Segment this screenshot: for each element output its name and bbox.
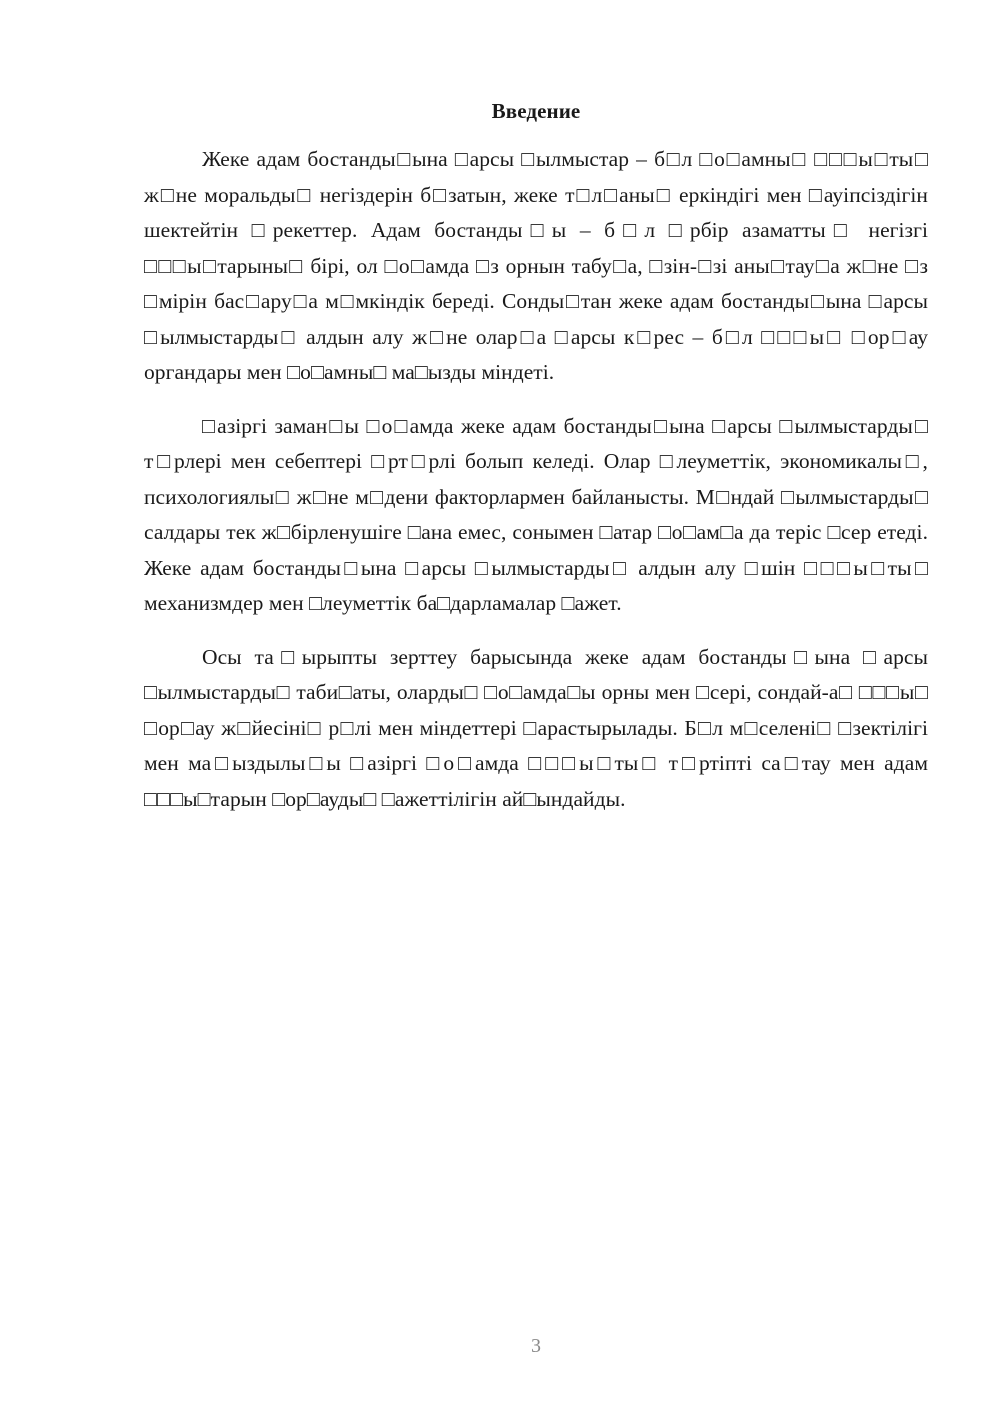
page-number: 3 bbox=[531, 1335, 541, 1357]
paragraph-3: Осы та□ырыпты зерттеу барысында жеке адам бостанды□ына □арсы □ылмыстарды□ таби□аты, оларды□ □о□амда□ы орны мен □сері, сондай-а□ □□□ы□ □ор□ау ж□йесіні□ р□лі мен міндеттері □арастырылады. Б□л м□селені□ □зектілігі мен ма□ыздылы□ы □азіргі □о□амда □□□ы□ты□ т□ртіпті са□тау мен адам □□□ы□тарын □ор□ауды□ □ажеттілігін ай□ындайды. bbox=[144, 644, 928, 811]
page-title: Введение bbox=[491, 99, 581, 123]
document-body bbox=[144, 142, 928, 835]
paragraph-1: Жеке адам бостанды□ына □арсы □ылмыстар – б□л □о□амны□ □□□ы□ты□ ж□не моральды□ негіздерін б□затын, жеке т□л□аны□ еркіндігі мен □ауіпсіздігін шектейтін □рекеттер. Адам бостанды□ы – б□л □рбір азаматты□ негізгі □□□ы□тарыны□ бірі, ол □о□амда □з орнын табу□а, □зін-□зі аны□тау□а ж□не □з □мірін бас□ару□а м□мкіндік береді. Сонды□тан жеке адам бостанды□ына □арсы □ылмыстарды□ алдын алу ж□не олар□а □арсы к□рес – б□л □□□ы□ □ор□ау органдары мен □о□амны□ ма□ызды міндеті. bbox=[144, 147, 928, 384]
paragraph-2: □азіргі заман□ы □о□амда жеке адам бостанды□ына □арсы □ылмыстарды□ т□рлері мен себептері □рт□рлі болып келеді. Олар □леуметтік, экономикалы□, психологиялы□ ж□не м□дени факторлармен байланысты. М□ндай □ылмыстарды□ салдары тек ж□бірленушіге □ана емес, сонымен □атар □о□ам□а да теріс □сер етеді. Жеке адам бостанды□ына □арсы □ылмыстарды□ алдын алу □шін □□□ы□ты□ механизмдер мен □леуметтік ба□дарламалар □ажет. bbox=[144, 413, 928, 615]
